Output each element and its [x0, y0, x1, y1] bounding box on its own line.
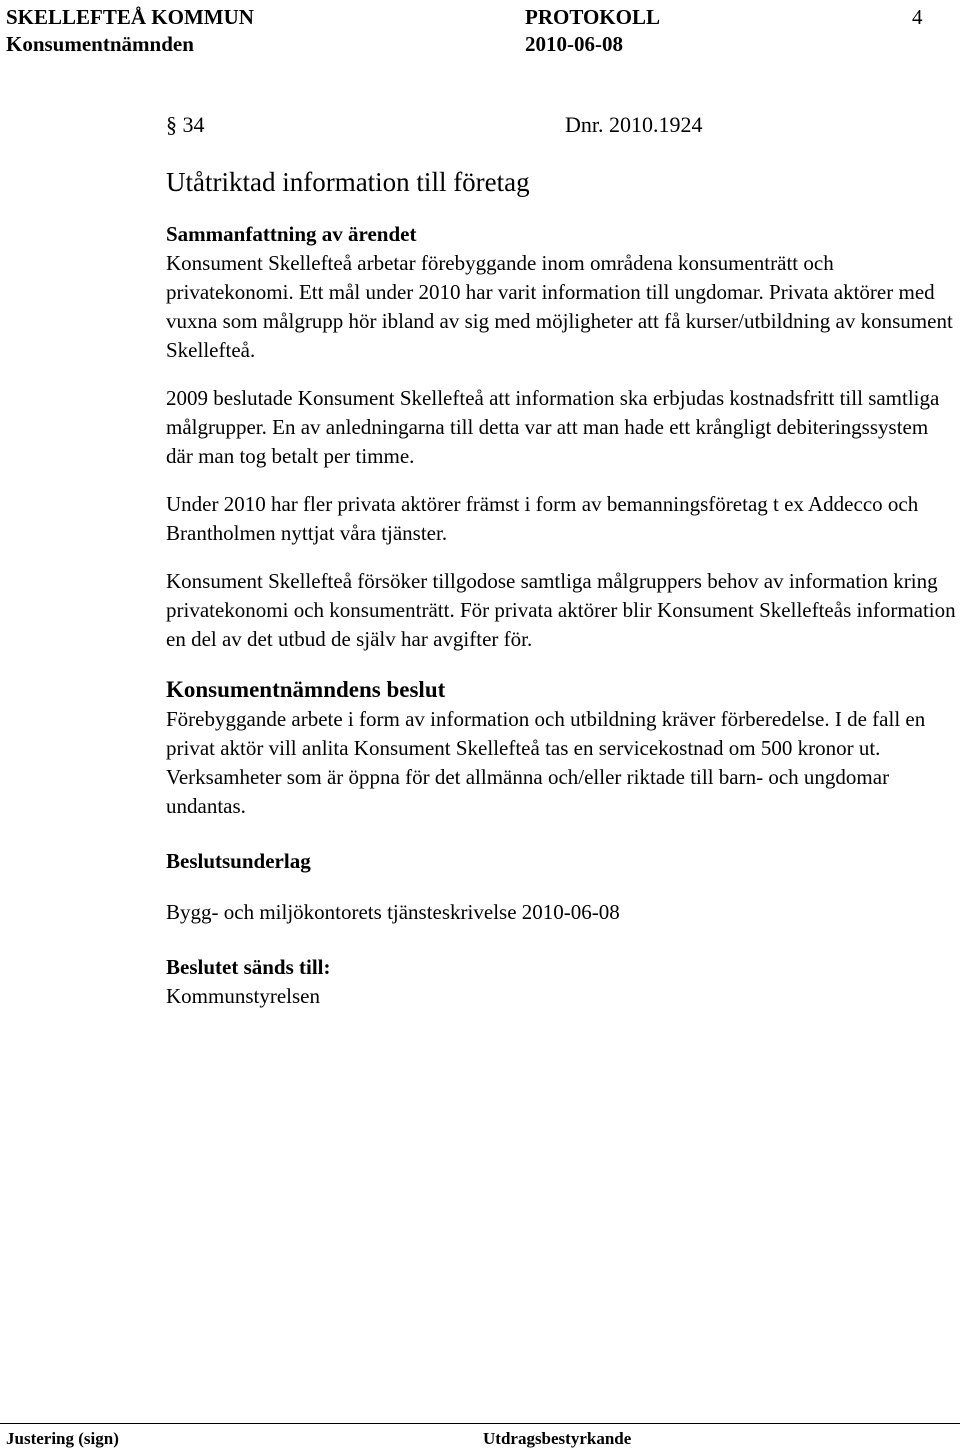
- document-type: PROTOKOLL: [525, 5, 660, 29]
- recipients-text: Kommunstyrelsen: [166, 984, 320, 1008]
- page-number: 4: [912, 5, 923, 29]
- footer-divider: [0, 1423, 960, 1424]
- summary-paragraph: Konsument Skellefteå arbetar förebyggande inom områdena konsumenträtt och privatekonomi. Ett mål under 2010 har varit information till ungdomar. Privata aktörer med vuxna som målgrupp hör ibland av sig med möjligheter att få kurser/utbildning av konsument Skellefteå.: [166, 251, 953, 362]
- meeting-date: 2010-06-08: [525, 32, 623, 56]
- committee-name: Konsumentnämnden: [6, 32, 194, 56]
- protocol-section: [166, 110, 956, 1011]
- summary-paragraph: Konsument Skellefteå försöker tillgodose samtliga målgruppers behov av information kring privatekonomi och konsumenträtt. För privata aktörer blir Konsument Skellefteås information en del av det utbud de själv har avgifter för.: [166, 569, 956, 651]
- summary-paragraph: 2009 beslutade Konsument Skellefteå att information ska erbjudas kostnadsfritt till samtliga målgrupper. En av anledningarna till detta var att man hade ett krångligt debiteringssystem där man tog betalt per timme.: [166, 386, 940, 468]
- organization-name: SKELLEFTEÅ KOMMUN: [6, 5, 254, 29]
- case-title: Utåtriktad information till företag: [166, 167, 530, 197]
- section-number: § 34: [166, 112, 205, 137]
- decision-text: Förebyggande arbete i form av information och utbildning kräver förberedelse. I de fall en privat aktör vill anlita Konsument Skellefteå tas en servicekostnad om 500 kronor ut. Verksamheter som är öppna för det allmänna och/eller riktade till barn- och ungdomar undantas.: [166, 707, 926, 818]
- basis-heading: Beslutsunderlag: [166, 849, 311, 873]
- section-header: [166, 110, 956, 140]
- registration-number: Dnr. 2010.1924: [565, 112, 703, 137]
- justering-label: Justering (sign): [6, 1429, 119, 1448]
- recipients-heading: Beslutet sänds till:: [166, 955, 331, 979]
- summary-paragraph: Under 2010 har fler privata aktörer främst i form av bemanningsföretag t ex Addecco och Brantholmen nyttjat våra tjänster.: [166, 492, 919, 545]
- decision-heading: Konsumentnämndens beslut: [166, 677, 446, 702]
- summary-heading: Sammanfattning av ärendet: [166, 222, 417, 246]
- basis-text: Bygg- och miljökontorets tjänsteskrivelse 2010-06-08: [166, 900, 620, 924]
- certification-label: Utdragsbestyrkande: [483, 1429, 632, 1448]
